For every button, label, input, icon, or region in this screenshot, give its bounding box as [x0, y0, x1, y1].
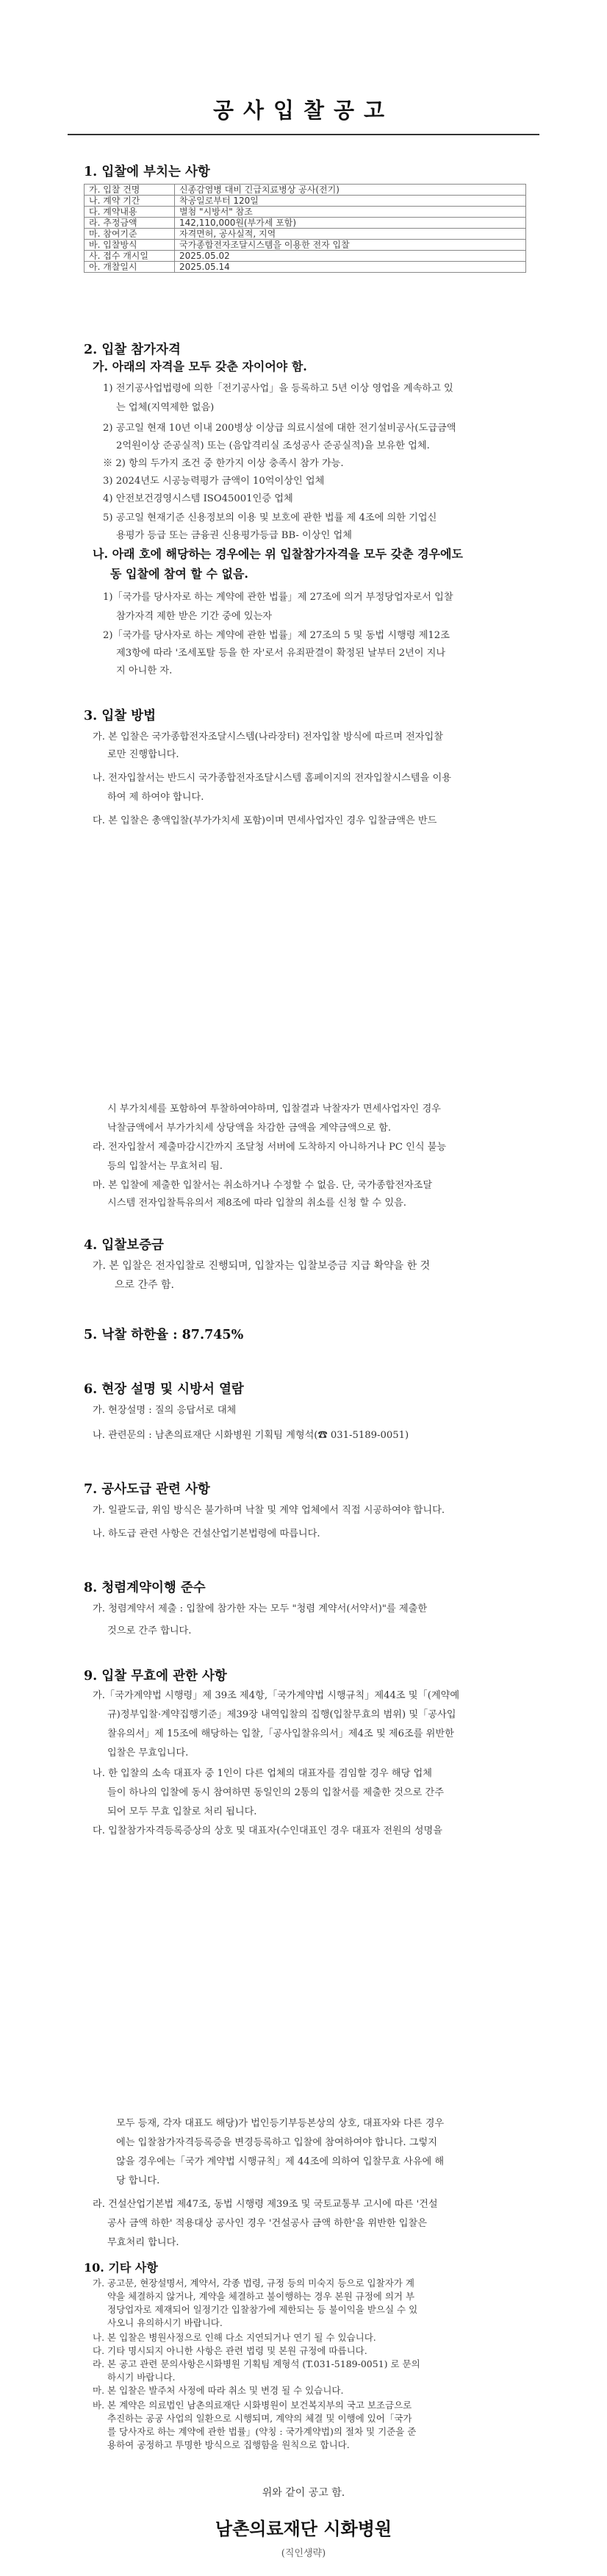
s4-a-cont: 으로 간주 함.	[115, 1279, 174, 1291]
s9-d-cont: 공사 금액 하한' 적용대상 공사인 경우 '건설공사 금액 하한'을 위반한 입찰은	[107, 2218, 427, 2229]
info-table-row	[85, 229, 526, 240]
s10-d: 라. 본 공고 관련 문의사항은시화병원 기획팀 계형석 (T.031-5189-0051) 로 문의	[93, 2358, 420, 2369]
s6-b: 나. 관련문의 : 남촌의료재단 시화병원 기획팀 계형석(☎ 031-5189-0051)	[93, 1430, 409, 1441]
info-table-key: 바. 입찰방식	[85, 240, 175, 251]
s2-item-b: 나. 아래 호에 해당하는 경우에는 위 입찰참가자격을 모두 갖춘 경우에도	[93, 547, 463, 561]
info-table-key: 사. 접수 개시일	[85, 251, 175, 262]
s9-b-cont: 들이 하나의 입찰에 동시 참여하면 동일인의 2통의 입찰서를 제출한 것으로 간주	[107, 1787, 444, 1798]
s2-a5: 5) 공고일 현재기준 신용정보의 이용 및 보호에 관한 법률 제 4조에 의한 기업신	[103, 512, 437, 523]
s6-a: 가. 현장설명 : 질의 응답서로 대체	[93, 1405, 237, 1416]
s10-d-cont: 하시기 바랍니다.	[107, 2372, 176, 2383]
s3-a-cont: 로만 진행합니다.	[107, 749, 179, 760]
s9-a: 가.「국가계약법 시행령」제 39조 제4항,「국가계약법 시행규칙」제44조 및「(계약예	[93, 1690, 460, 1701]
s9-c-cont: 모두 등재, 각자 대표도 해당)가 법인등기부등본상의 상호, 대표자와 다른 경우	[116, 2118, 445, 2129]
s9-a-cont2: 찰유의서」제 15조에 해당하는 입찰,「공사입찰유의서」제4조 및 제6조를 위반한	[107, 1728, 454, 1739]
s9-c-cont3: 않을 경우에는「국가 계약법 시행규칙」제 44조에 의하여 입찰무효 사유에 해	[116, 2156, 445, 2167]
s2-item-b-cont: 동 입찰에 참여 할 수 없음.	[110, 567, 248, 581]
s4-a: 가. 본 입찰은 전자입찰로 진행되며, 입찰자는 입찰보증금 지급 확약을 한 것	[93, 1260, 431, 1272]
s9-d-cont2: 무효처리 합니다.	[107, 2237, 179, 2248]
s10-b: 나. 본 입찰은 병원사정으로 인해 다소 지연되거나 연기 될 수 있습니다.	[93, 2332, 376, 2343]
s2-a2b: 2억원이상 준공실적) 또는 (음압격리실 조성공사 준공실적)을 보유한 업체.	[116, 440, 430, 451]
s9-c-cont4: 당 합니다.	[116, 2175, 160, 2186]
s8-a-cont: 것으로 간주 합니다.	[107, 1625, 192, 1636]
s3-e-cont: 시스템 전자입찰특유의서 제8조에 따라 입찰의 취소를 신청 할 수 있음.	[107, 1198, 407, 1209]
info-table-key: 마. 참여기준	[85, 229, 175, 240]
s3-e: 마. 본 입찰에 제출한 입찰서는 취소하거나 수정할 수 없음. 단, 국가종합전자조달	[93, 1180, 433, 1191]
section-6-heading: 6. 현장 설명 및 시방서 열람	[84, 1382, 244, 1397]
page-title: 공사입찰공고	[212, 98, 395, 123]
s10-e: 마. 본 입찰은 발주처 사정에 따라 취소 및 변경 될 수 있습니다.	[93, 2385, 344, 2396]
s2-b1b: 참가자격 제한 받은 기간 중에 있는자	[116, 611, 273, 622]
s3-c: 다. 본 입찰은 총액입찰(부가가치세 포함)이며 면세사업자인 경우 입찰금액은 반드	[93, 815, 437, 826]
s2-a4: 4) 안전보건경영시스템 ISO45001인증 업체	[103, 493, 293, 504]
info-table-row	[85, 262, 526, 273]
info-table-key: 다. 계약내용	[85, 207, 175, 218]
s10-a: 가. 공고문, 현장설명서, 계약서, 각종 법령, 규정 등의 미숙지 등으로 입찰자가 계	[93, 2278, 414, 2289]
s2-a1: 1) 전기공사업법령에 의한「전기공사업」을 등록하고 5년 이상 영업을 계속하고 있	[103, 383, 453, 394]
s9-a-cont3: 입찰은 무효입니다.	[107, 1747, 189, 1759]
info-table-row	[85, 218, 526, 229]
title-divider	[68, 134, 539, 135]
s2-a2: 2) 공고일 현재 10년 이내 200병상 이상급 의료시설에 대한 전기설비공사(도급금액	[103, 423, 456, 434]
s2-b2b: 제3항에 따라 '조세포탈 등을 한 자'로서 유죄판결이 확정된 날부터 2년이 지나	[116, 648, 446, 659]
s3-a: 가. 본 입찰은 국가종합전자조달시스템(나라장터) 전자입찰 방식에 따르며 전자입찰	[93, 731, 443, 743]
s3-d-cont: 등의 입찰서는 무효처리 됨.	[107, 1161, 223, 1172]
section-5-heading: 5. 낙찰 하한율 : 87.745%	[84, 1328, 244, 1342]
info-table-value: 신종감염병 대비 긴급치료병상 공사(전기)	[175, 185, 526, 196]
s10-f-cont3: 용하여 공정하고 투명한 방식으로 집행함을 원칙으로 합니다.	[107, 2439, 350, 2450]
info-table-value: 자격면허, 공사실적, 지역	[175, 229, 526, 240]
info-table-value: 142,110,000원(부가세 포함)	[175, 218, 526, 229]
s9-b-cont2: 되어 모두 무효 입찰로 처리 됩니다.	[107, 1806, 257, 1817]
s9-b: 나. 한 입찰의 소속 대표자 중 1인이 다른 업체의 대표자를 겸임할 경우 해당 업체	[93, 1768, 432, 1779]
s3-d: 라. 전자입찰서 제출마감시간까지 조달청 서버에 도착하지 아니하거나 PC 인식 불능	[93, 1142, 447, 1153]
info-table-value: 국가종합전자조달시스템을 이용한 전자 입찰	[175, 240, 526, 251]
closing-text: 위와 같이 공고 함.	[262, 2487, 345, 2499]
info-table-row	[85, 196, 526, 207]
s2-a3: 3) 2024년도 시공능력평가 금액이 10억이상인 업체	[103, 476, 325, 487]
s2-b2c: 지 아니한 자.	[116, 665, 173, 676]
section-8-heading: 8. 청렴계약이행 준수	[84, 1581, 206, 1595]
s3-b: 나. 전자입찰서는 반드시 국가종합전자조달시스템 홈페이지의 전자입찰시스템을 이용	[93, 773, 451, 784]
s2-a1b: 는 업체(지역제한 없음)	[116, 402, 215, 413]
info-table-row	[85, 251, 526, 262]
s3-b-cont: 하여 제 하여야 합니다.	[107, 792, 204, 803]
section-1-heading: 1. 입찰에 부치는 사항	[84, 165, 210, 179]
info-table-key: 라. 추정금액	[85, 218, 175, 229]
s10-f: 바. 본 계약은 의료법인 남촌의료재단 시화병원이 보건복지부의 국고 보조금으로	[93, 2400, 412, 2411]
s10-f-cont2: 를 당사자로 하는 계약에 관한 법률」(약칭 : 국가계약법)의 절차 및 기준을 준	[107, 2426, 417, 2437]
section-7-heading: 7. 공사도급 관련 사항	[84, 1482, 210, 1497]
s9-c-cont2: 에는 입찰참가자격등록증을 변경등록하고 입찰에 참여하여야 합니다. 그렇지	[116, 2137, 437, 2148]
info-table-row	[85, 240, 526, 251]
s7-a: 가. 일괄도급, 위임 방식은 불가하며 낙찰 및 계약 업체에서 직접 시공하여야 합니다.	[93, 1505, 445, 1516]
info-table-key: 아. 개찰일시	[85, 262, 175, 273]
s2-item-a: 가. 아래의 자격을 모두 갖춘 자이어야 함.	[93, 359, 307, 373]
info-table-key: 나. 계약 기간	[85, 196, 175, 207]
s3-c-cont: 시 부가치세를 포함하여 투찰하여야하며, 입찰결과 낙찰자가 면세사업자인 경우	[107, 1103, 441, 1115]
info-table-value: 착공일로부터 120일	[175, 196, 526, 207]
info-table-key: 가. 입찰 건명	[85, 185, 175, 196]
s9-d: 라. 건설산업기본법 제47조, 동법 시행령 제39조 및 국토교통부 고시에 따른 '건설	[93, 2199, 438, 2210]
s7-b: 나. 하도급 관련 사항은 건설산업기본법령에 따릅니다.	[93, 1528, 320, 1539]
s2-a5b: 용평가 등급 또는 금융권 신용평가등급 BB- 이상인 업체	[116, 530, 352, 541]
seal-note: (직인생략)	[281, 2548, 326, 2559]
s9-a-cont: 규)정부입찰·계약집행기준」제39장 내역입찰의 집행(입찰무효의 범위) 및「공사입	[107, 1709, 456, 1720]
bid-info-table	[84, 184, 526, 273]
s10-a-cont2: 정당업자로 제재되어 일정기간 입찰참가에 제한되는 등 불이익을 받으실 수 있	[107, 2304, 418, 2315]
s8-a: 가. 청렴계약서 제출 : 입찰에 참가한 자는 모두 "청렴 계약서(서약서)"를 제출한	[93, 1603, 428, 1614]
s2-b1: 1)「국가를 당사자로 하는 계약에 관한 법률」제 27조에 의거 부정당업자로서 입찰	[103, 592, 453, 603]
info-table-row	[85, 207, 526, 218]
s10-f-cont: 추진하는 공공 사업의 일환으로 시행되며, 계약의 체결 및 이행에 있어「국가	[107, 2413, 412, 2424]
s10-a-cont: 약을 체결하지 않거나, 계약을 체결하고 불이행하는 경우 본원 규정에 의거 부	[107, 2291, 415, 2302]
section-4-heading: 4. 입찰보증금	[84, 1238, 164, 1253]
info-table-row	[85, 185, 526, 196]
s10-a-cont3: 사오니 유의하시기 바랍니다.	[107, 2317, 223, 2328]
info-table-value: 2025.05.14	[175, 262, 526, 273]
s3-c-cont2: 낙찰금액에서 부가가치세 상당액을 차감한 금액을 계약금액으로 함.	[107, 1123, 392, 1134]
s9-c: 다. 입찰참가자격등록증상의 상호 및 대표자(수인대표인 경우 대표자 전원의 성명을	[93, 1825, 442, 1836]
section-10-heading: 10. 기타 사항	[84, 2261, 158, 2275]
section-2-heading: 2. 입찰 참가자격	[84, 343, 181, 357]
info-table-value: 별첨 "시방서" 참조	[175, 207, 526, 218]
section-3-heading: 3. 입찰 방법	[84, 709, 157, 723]
info-table-value: 2025.05.02	[175, 251, 526, 262]
s2-a2-note: ※ 2) 항의 두가지 조건 중 한가지 이상 충족시 참가 가능.	[103, 458, 344, 469]
s2-b2: 2)「국가를 당사자로 하는 계약에 관한 법률」제 27조의 5 및 동법 시행령 제12조	[103, 630, 450, 641]
s10-c: 다. 기타 명시되지 아니한 사항은 관련 법령 및 본원 규정에 따릅니다.	[93, 2345, 367, 2356]
organization-name: 남촌의료재단 시화병원	[215, 2518, 392, 2539]
section-9-heading: 9. 입찰 무효에 관한 사항	[84, 1669, 227, 1684]
